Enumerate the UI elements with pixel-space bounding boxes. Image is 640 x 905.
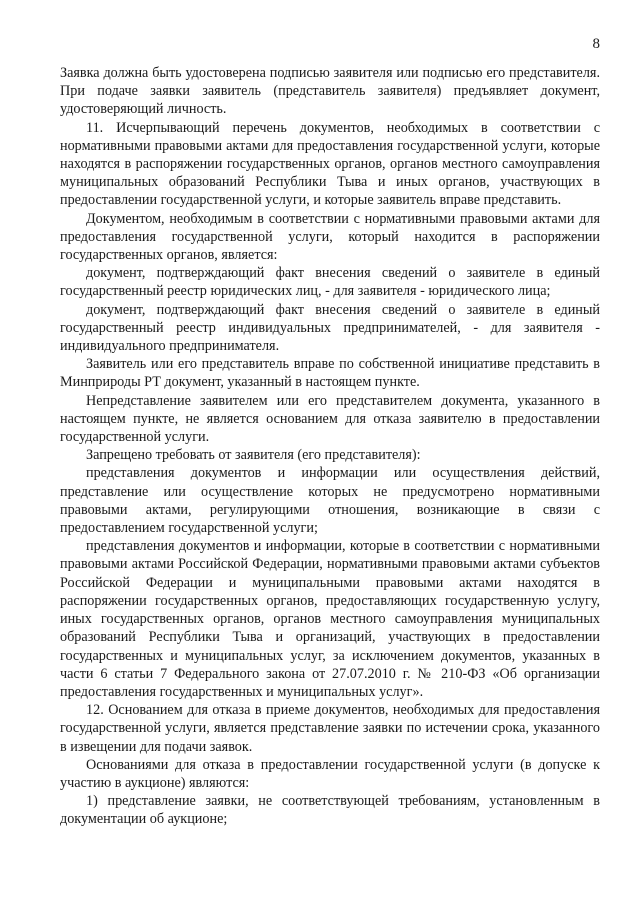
- paragraph-prohibited-item-2: представления документов и информации, которые в соответствии с нормативными правовыми актами Российской Федерации, нормативными правовыми актами субъектов Российской Федерации и муниципальными правовыми актами находятся в распоряжении государственных органов, предоставляющих государственную услугу, иных государственных органов, органов местного самоуправления муниципальных образований Республики Тыва и организаций, участвующих в предоставлении государственных и муниципальных услуг, за исключением документов, указанных в части 6 статьи 7 Федерального закона от 27.07.2010 г. № 210-ФЗ «Об организации предоставления государственных и муниципальных услуг».: [60, 538, 600, 700]
- paragraph-refusal-item-1: 1) представление заявки, не соответствующей требованиям, установленным в документации об аукционе;: [60, 793, 600, 828]
- paragraph-own-initiative: Заявитель или его представитель вправе по собственной инициативе представить в Минприроды РТ документ, указанный в настоящем пункте.: [60, 356, 600, 391]
- paragraph-non-submission: Непредставление заявителем или его представителем документа, указанного в настоящем пункте, не является основанием для отказа заявителю в предоставлении государственной услуги.: [60, 392, 600, 446]
- page-number: 8: [592, 36, 600, 52]
- paragraph-refusal-grounds: Основаниями для отказа в предоставлении государственной услуги (в допуске к участию в аукционе) являются:: [60, 756, 600, 791]
- paragraph-prohibited-heading: Запрещено требовать от заявителя (его представителя):: [86, 447, 421, 464]
- paragraph-egrul-document: документ, подтверждающий факт внесения сведений о заявителе в единый государственный реестр юридических лиц, - для заявителя - юридического лица;: [60, 265, 600, 300]
- paragraph-egrip-document: документ, подтверждающий факт внесения сведений о заявителе в единый государственный реестр индивидуальных предпринимателей, - для заявителя - индивидуального предпринимателя.: [60, 301, 600, 355]
- paragraph-required-document: Документом, необходимым в соответствии с нормативными правовыми актами для предоставления государственной услуги, который находится в распоряжении государственных органов, является:: [60, 210, 600, 264]
- document-body: [60, 64, 600, 829]
- paragraph-prohibited-item-1: представления документов и информации или осуществления действий, представление или осуществление которых не предусмотрено нормативными правовыми актами, регулирующими отношения, возникающие в связи с предоставлением государственной услуги;: [60, 465, 600, 537]
- paragraph-11-documents-list: 11. Исчерпывающий перечень документов, необходимых в соответствии с нормативными правовыми актами для предоставления государственной услуги, которые находятся в распоряжении государственных органов, органов местного самоуправления муниципальных образований Республики Тыва и иных органов, участвующих в предоставлении государственной услуги, и которые заявитель вправе представить.: [60, 119, 600, 209]
- paragraph-12-refusal-acceptance: 12. Основанием для отказа в приеме документов, необходимых для предоставления государственной услуги, является представление заявки по истечении срока, указанного в извещении для подачи заявок.: [60, 702, 600, 755]
- paragraph-application-signature: Заявка должна быть удостоверена подписью заявителя или подписью его представителя. При подаче заявки заявитель (представитель заявителя) предъявляет документ, удостоверяющий личность.: [60, 65, 600, 118]
